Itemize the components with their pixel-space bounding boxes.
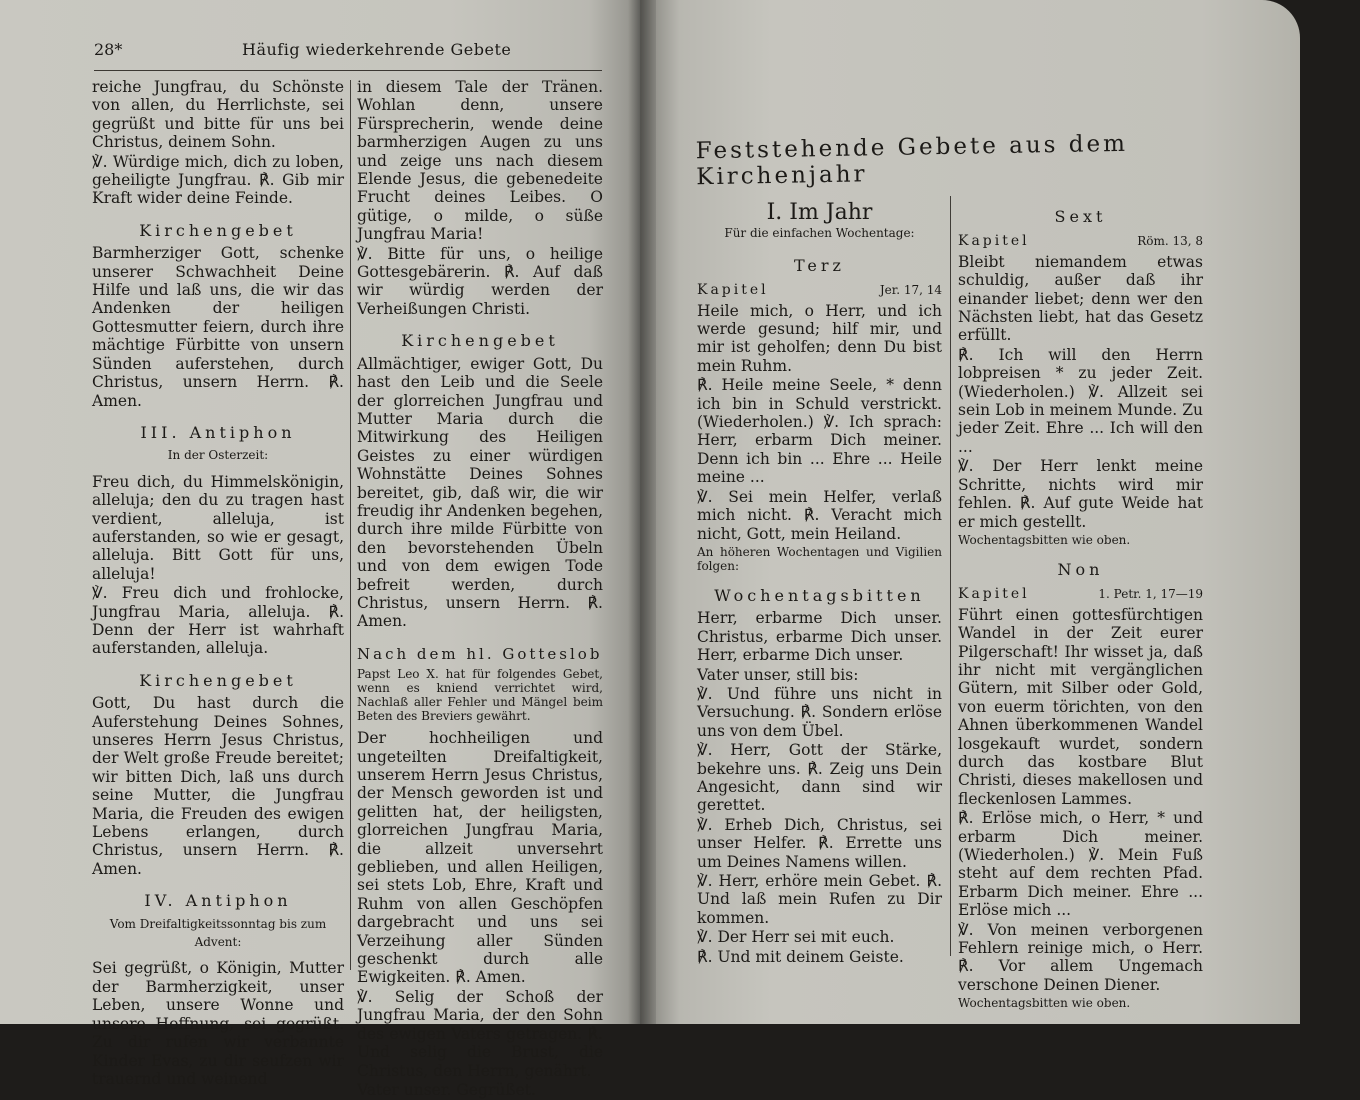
paragraph: ℣. Herr, erhöre mein Gebet. ℟. Und laß mein Rufen zu Dir kommen. (697, 872, 942, 927)
paragraph: Vater unser, still bis: (697, 665, 859, 684)
section-heading: IV. Antiphon (144, 891, 292, 911)
paragraph: Heile mich, o Herr, und ich werde gesund; hilf mir, und mir ist geholfen; denn Du bist mein Ruhm. (697, 301, 942, 375)
running-title: Häufig wiederkehrende Gebete (242, 40, 512, 59)
paragraph: ℟. Und mit deinem Geiste. (697, 947, 904, 966)
paragraph: Führt einen gottesfürchtigen Wandel in der Zeit eurer Pilgerschaft! Ihr wisset ja, daß ihr nicht mit vergänglichen Gütern, mit Silber oder Gold, von euerm törichten, von den Ahnen überkommenen Wandel losgekauft wurdet, sondern durch das kostbare Blut Christi, dieses makellosen und fleckenlosen Lammes. (958, 605, 1203, 808)
section-heading: Wochentagsbitten (714, 585, 925, 605)
paragraph: ℣. Herr, Gott der Stärke, bekehre uns. ℟. Zeig uns Dein Angesicht, dann sind wir gerettet. (697, 741, 942, 815)
chapter-reference (697, 281, 942, 299)
chapter-reference (958, 232, 1203, 250)
section-heading: Sext (1054, 207, 1107, 226)
section-heading: Kirchengebet (139, 670, 297, 690)
section-heading: Non (1057, 559, 1104, 579)
kapitel-label: Kapitel (697, 282, 769, 299)
right-column-1 (697, 194, 942, 967)
paragraph: ℣. Bitte für uns, o heilige Gottesgebärerin. ℟. Auf daß wir würdig werden der Verheißungen Christi. (357, 244, 603, 318)
column-divider (950, 196, 951, 956)
paragraph: ℣. Freu dich und frohlocke, Jungfrau Maria, alleluja. ℟. Denn der Herr ist wahrhaft auferstanden, alleluja. (92, 584, 344, 658)
column-divider (350, 80, 351, 970)
note: Wochentagsbitten wie oben. (958, 996, 1131, 1011)
background-edge (1300, 0, 1360, 1024)
paragraph: Allmächtiger, ewiger Gott, Du hast den Leib und die Seele der glorreichen Jungfrau und Mutter Maria durch die Mitwirkung des Heiligen Geistes zu einer würdigen Wohnstätte Deines Sohnes bereitet, gib, daß wir, die wir freudig ihr Andenken begehen, durch ihre milde Fürbitte von den bevorstehenden Übeln und von dem ewigen Tode befreit werden, durch Christus, unsern Herrn. ℟. Amen. (357, 354, 603, 631)
paragraph: ℟. Heile meine Seele, * denn ich bin in Schuld verstrickt. (Wiederholen.) ℣. Ich sprach: Herr, erbarm Dich meiner. Denn ich bin ... Ehre ... Heile meine ... (697, 376, 942, 487)
paragraph: Vater unser. Gegrüßet. (357, 1080, 536, 1099)
left-column-2 (357, 78, 603, 1100)
paragraph: Gott, Du hast durch die Auferstehung Deines Sohnes, unseres Herrn Jesus Christus, der Welt große Freude bereitet; wir bitten Dich, laß uns durch seine Mutter, die Jungfrau Maria, die Freuden des ewigen Lebens erlangen, durch Christus, unsern Herrn. ℟. Amen. (92, 694, 344, 878)
scripture-ref: Jer. 17, 14 (879, 283, 942, 298)
paragraph: Herr, erbarme Dich unser. Christus, erbarme Dich unser. Herr, erbarme Dich unser. (697, 609, 942, 665)
paragraph: ℟. Ich will den Herrn lobpreisen * zu jeder Zeit. (Wiederholen.) ℣. Allzeit sei sein Lob in meinem Munde. Zu jeder Zeit. Ehre ... Ich will den ... (958, 345, 1203, 456)
paragraph: ℟. Erlöse mich, o Herr, * und erbarm Dich meiner. (Wiederholen.) ℣. Mein Fuß steht auf dem rechten Pfad. Erbarm Dich meiner. Ehre ... Erlöse mich ... (958, 809, 1203, 920)
note: Papst Leo X. hat für folgendes Gebet, wenn es kniend verrichtet wird, Nachlaß aller Fehler und Mängel beim Beten des Breviers gewährt. (357, 667, 603, 724)
right-column-2 (958, 194, 1203, 1016)
left-page (0, 0, 640, 1099)
page-header (94, 40, 602, 74)
section-heading: III. Antiphon (140, 422, 296, 442)
section-subtitle: Vom Dreifaltigkeitssonntag bis zum Advent: (109, 916, 327, 950)
note: Wochentagsbitten wie oben. (958, 532, 1131, 547)
section-heading: Kirchengebet (139, 220, 297, 240)
chapter-reference (958, 585, 1203, 603)
note: An höheren Wochentagen und Vigilien folgen: (697, 544, 942, 573)
paragraph: Freu dich, du Himmelskönigin, alleluja; den du zu tragen hast verdient, alleluja, ist auferstanden, so wie er gesagt, alleluja. Bitt Gott für uns, alleluja! (92, 472, 344, 583)
section-heading: Nach dem hl. Gotteslob (357, 644, 603, 663)
paragraph: ℣. Der Herr lenkt meine Schritte, nichts wird mir fehlen. ℟. Auf gute Weide hat er mich gestellt. (958, 457, 1203, 531)
scripture-ref: Röm. 13, 8 (1137, 234, 1203, 249)
page-number: 28* (94, 40, 123, 59)
paragraph: Der hochheiligen und ungeteilten Dreifaltigkeit, unserem Herrn Jesus Christus, der Mensch geworden ist und gelitten hat, der heiligsten, glorreichen Jungfrau Maria, die allzeit unversehrt geblieben, und allen Heiligen, sei stets Lob, Ehre, Kraft und Ruhm von allen Geschöpfen dargebracht und uns sei Verzeihung aller Sünden geschenkt durch alle Ewigkeiten. ℟. Amen. (357, 729, 603, 987)
paragraph: ℣. Selig der Schoß der Jungfrau Maria, der den Sohn des ewigen Vaters getragen. ℟. Und selig die Brust, die Christus, den Herrn, genährt. (357, 987, 603, 1080)
section-subtitle: In der Osterzeit: (167, 448, 269, 463)
paragraph: ℣. Sei mein Helfer, verlaß mich nicht. ℟. Veracht mich nicht, Gott, mein Heiland. (697, 487, 942, 543)
paragraph: Bleibt niemandem etwas schuldig, außer daß ihr einander liebet; denn wer den Nächsten liebt, hat das Gesetz erfüllt. (958, 252, 1203, 345)
left-column-1 (92, 78, 344, 1089)
paragraph: reiche Jungfrau, du Schönste von allen, du Herrlichste, sei gegrüßt und bitte für uns bei Christus, deinem Sohn. (92, 78, 344, 152)
section-heading: Kirchengebet (401, 331, 559, 351)
paragraph: Barmherziger Gott, schenke unserer Schwachheit Deine Hilfe und laß uns, die wir das Andenken der heiligen Gottesmutter feiern, durch ihre mächtige Fürbitte von unsern Sünden auferstehen, durch Christus, unsern Herrn. ℟. Amen. (92, 244, 344, 410)
kapitel-label: Kapitel (958, 586, 1030, 603)
book-gutter (628, 0, 656, 1024)
paragraph: ℣. Und führe uns nicht in Versuchung. ℟. Sondern erlöse uns von dem Übel. (697, 684, 942, 740)
scripture-ref: 1. Petr. 1, 17—19 (1098, 587, 1203, 602)
paragraph: ℣. Von meinen verborgenen Fehlern reinige mich, o Herr. ℟. Vor allem Ungemach verschone Deinen Diener. (958, 920, 1203, 994)
paragraph: ℣. Würdige mich, dich zu loben, geheiligte Jungfrau. ℟. Gib mir Kraft wider deine Feinde. (92, 152, 344, 208)
header-rule (94, 70, 602, 71)
paragraph: ℣. Der Herr sei mit euch. (697, 928, 895, 947)
paragraph: ℣. Erheb Dich, Christus, sei unser Helfer. ℟. Errette uns um Deines Namens willen. (697, 815, 942, 871)
paragraph: in diesem Tale der Tränen. Wohlan denn, unsere Fürsprecherin, wende deine barmherzigen Augen zu uns und zeige uns nach diesem Elende Jesus, die gebenedeite Frucht deines Leibes. O gütige, o milde, o süße Jungfrau Maria! (357, 78, 603, 244)
paragraph: Sei gegrüßt, o Königin, Mutter der Barmherzigkeit, unser Leben, unsere Wonne und unsere Hoffnung, sei gegrüßt. Zu dir rufen wir verbannte Kinder Evas, zu dir seufzen wir trauernd und weinend (92, 959, 344, 1088)
section-heading: I. Im Jahr (766, 200, 873, 225)
chapter-title: Feststehende Gebete aus dem Kirchenjahr (695, 130, 1129, 191)
kapitel-label: Kapitel (958, 233, 1030, 250)
section-heading: Terz (794, 255, 845, 275)
section-subtitle: Für die einfachen Wochentage: (724, 226, 915, 241)
